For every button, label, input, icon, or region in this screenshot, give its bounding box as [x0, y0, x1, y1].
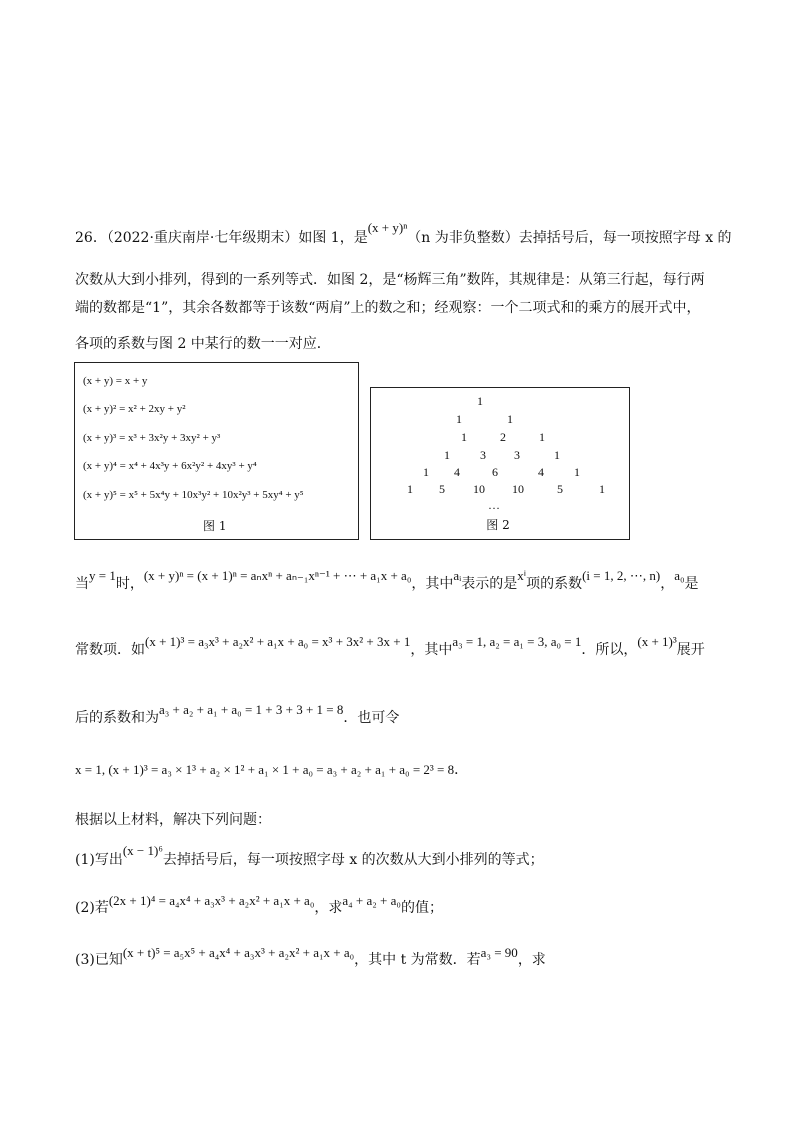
q1-expression: (x − 1)⁶ — [122, 843, 163, 858]
coefficient-sum: a₃ + a₂ + a₁ + a₀ = 1 + 3 + 3 + 1 = 8 — [159, 702, 344, 717]
body-line-1 — [75, 568, 699, 594]
triangle-cell: 3 — [514, 448, 520, 462]
problem-line-3: 端的数都是“1”，其余各数都等于该数“两肩”上的数之和；经观察：一个二项式和的乘方的展开式中， — [75, 300, 701, 316]
triangle-cell: 1 — [423, 465, 429, 479]
expansion-power-1: (x + y) = x + y — [83, 375, 148, 387]
triangle-cell: 1 — [599, 482, 605, 496]
instructions: 根据以上材料，解决下列问题： — [75, 812, 271, 828]
triangle-cell: 1 — [456, 412, 462, 426]
substitution-equation: x = 1, (x + 1)³ = a₃ × 1³ + a₂ × 1² + a₁ × 1 + a₀ = a₃ + a₂ + a₁ + a₀ = 2³ = 8 — [75, 762, 455, 777]
expansion-power-4: (x + y)⁴ = x⁴ + 4x³y + 6x²y² + 4xy³ + y⁴ — [83, 460, 257, 472]
triangle-cell: 5 — [557, 482, 563, 496]
triangle-cell: 4 — [538, 465, 544, 479]
y-equals-1: y = 1 — [89, 568, 116, 583]
general-expansion: (x + y)ⁿ = (x + 1)ⁿ = aₙxⁿ + aₙ₋₁xⁿ⁻¹ + ⋯ + a₁x + a₀ — [143, 568, 412, 583]
body-line-4 — [75, 760, 468, 780]
triangle-cell: 1 — [444, 448, 450, 462]
q3-expansion: (x + t)⁵ = a₅x⁵ + a₄x⁴ + a₃x³ + a₂x² + a₁x + a₀ — [122, 945, 355, 960]
triangle-ellipsis: … — [488, 498, 500, 512]
q2-expansion: (2x + 1)⁴ = a₄x⁴ + a₃x³ + a₂x² + a₁x + a₀ — [108, 893, 315, 908]
triangle-cell: 6 — [492, 465, 498, 479]
expansion-power-3: (x + y)³ = x³ + 3x²y + 3xy² + y³ — [83, 432, 221, 444]
text: (1)写出 — [75, 852, 123, 868]
text: 展开 — [676, 642, 705, 658]
text: 当 — [75, 576, 89, 592]
text: 表示的是 — [461, 576, 518, 592]
triangle-cell: 10 — [473, 482, 485, 496]
text: 去掉括号后，每一项按照字母 x 的次数从大到小排列的等式； — [162, 852, 544, 868]
triangle-cell: 1 — [407, 482, 413, 496]
triangle-cell: 5 — [439, 482, 445, 496]
text: ， — [660, 576, 675, 592]
problem-intro-cont: （n 为非负整数）去掉括号后，每一项按照字母 x 的 — [407, 230, 732, 246]
index-range: (i = 1, 2, ⋯, n) — [582, 568, 661, 583]
problem-intro: 26．（2022·重庆南岸·七年级期末）如图 1，是 — [75, 230, 368, 246]
triangle-cell: 3 — [480, 448, 486, 462]
figure-2-yanghui-triangle — [370, 387, 630, 540]
coefficient-values: a₃ = 1, a₂ = a₁ = 3, a₀ = 1 — [452, 634, 582, 649]
text: 时， — [115, 576, 144, 592]
text: ．也可令 — [343, 710, 400, 726]
x-i: xⁱ — [517, 568, 527, 583]
text: ，求 — [314, 900, 343, 916]
figure-1-expansions — [74, 362, 359, 540]
text: (3)已知 — [75, 952, 123, 968]
body-line-2 — [75, 634, 705, 660]
body-line-3 — [75, 702, 400, 728]
triangle-cell: 1 — [477, 394, 483, 408]
text: ．所以， — [581, 642, 638, 658]
text: 是 — [684, 576, 699, 592]
triangle-cell: 1 — [461, 430, 467, 444]
a-0: a₀ — [674, 568, 685, 583]
text: 后的系数和为 — [75, 710, 159, 726]
triangle-cell: 1 — [574, 465, 580, 479]
triangle-cell: 2 — [500, 430, 506, 444]
text: ，其中 — [411, 576, 454, 592]
problem-line-4: 各项的系数与图 2 中某行的数一一对应． — [75, 336, 331, 352]
figure-1-caption: 图 1 — [203, 519, 227, 533]
text: 的值； — [400, 900, 443, 916]
binomial-power-expression: (x + y)ⁿ — [367, 220, 408, 235]
text: 项的系数 — [526, 576, 583, 592]
text: ，其中 — [410, 642, 453, 658]
problem-line-2: 次数从大到小排列，得到的一系列等式．如图 2，是“杨辉三角”数阵，其规律是：从第三行起，每行两 — [75, 272, 705, 288]
expansion-power-2: (x + y)² = x² + 2xy + y² — [83, 403, 186, 415]
question-2 — [75, 893, 443, 918]
triangle-cell: 1 — [554, 448, 560, 462]
text: ，其中 t 为常数．若 — [354, 952, 481, 968]
q2-target-sum: a₄ + a₂ + a₀ — [342, 893, 401, 908]
q3-condition: a₃ = 90 — [480, 945, 518, 960]
triangle-cell: 1 — [507, 412, 513, 426]
text: ，求 — [517, 952, 546, 968]
figure-2-caption: 图 2 — [486, 518, 510, 532]
cube-expansion: (x + 1)³ = a₃x³ + a₂x² + a₁x + a₀ = x³ + 3x² + 3x + 1 — [145, 634, 411, 649]
triangle-cell: 10 — [512, 482, 524, 496]
text: ． — [454, 762, 469, 778]
text: (2)若 — [75, 900, 109, 916]
question-1 — [75, 843, 544, 870]
problem-line-1 — [75, 220, 732, 248]
triangle-cell: 4 — [454, 465, 460, 479]
question-3 — [75, 945, 546, 970]
text: 常数项．如 — [75, 642, 145, 658]
cube-expression: (x + 1)³ — [637, 634, 677, 649]
expansion-power-5: (x + y)⁵ = x⁵ + 5x⁴y + 10x³y² + 10x²y³ + 5xy⁴ + y⁵ — [83, 489, 304, 501]
a-i: aᵢ — [453, 568, 462, 583]
triangle-cell: 1 — [539, 430, 545, 444]
